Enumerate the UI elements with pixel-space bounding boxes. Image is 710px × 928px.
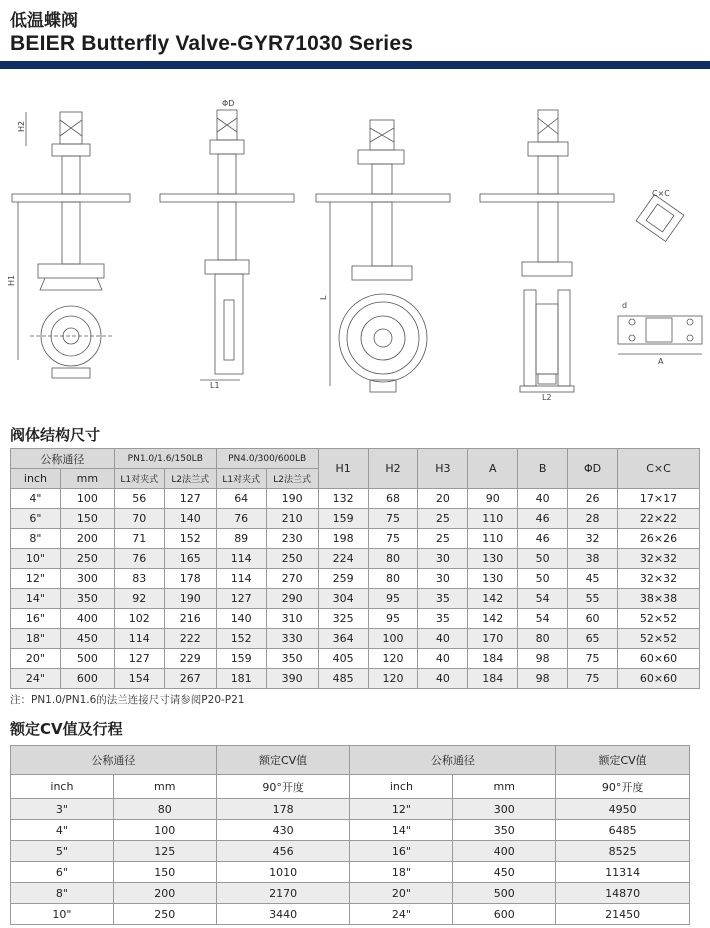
table-row — [11, 629, 700, 649]
table-cell: 100 — [60, 489, 114, 509]
table-cell: 12" — [11, 569, 61, 589]
th-l1-high: L1对夹式 — [216, 469, 266, 489]
table-cell: 4" — [11, 820, 114, 841]
table-cell: 114 — [114, 629, 164, 649]
drawing-side-view — [160, 110, 294, 380]
table-cell: 20" — [11, 649, 61, 669]
table-cell: 600 — [60, 669, 114, 689]
th-nominal-right: 公称通径 — [350, 746, 556, 775]
label-l: L — [319, 295, 328, 300]
table-cell: 310 — [266, 609, 318, 629]
table-row — [11, 841, 690, 862]
valve-drawings — [0, 90, 710, 410]
th-a: A — [468, 449, 518, 489]
table-cell: 350 — [266, 649, 318, 669]
th-cc: C×C — [618, 449, 700, 489]
page-title-en: BEIER Butterfly Valve-GYR71030 Series — [10, 32, 414, 55]
table-cell: 222 — [164, 629, 216, 649]
table-cell: 80 — [113, 799, 216, 820]
table-cell: 184 — [468, 649, 518, 669]
table-cell: 120 — [368, 649, 418, 669]
table-cell: 456 — [216, 841, 350, 862]
drawing-flanged-front — [316, 120, 450, 392]
table-cell: 102 — [114, 609, 164, 629]
table-cell: 150 — [113, 862, 216, 883]
table-cell: 4950 — [556, 799, 690, 820]
table-cell: 18" — [350, 862, 453, 883]
table-row — [11, 589, 700, 609]
label-h2: H2 — [17, 120, 26, 132]
section-title-cv: 额定CV值及行程 — [10, 720, 123, 738]
table-cell: 127 — [114, 649, 164, 669]
table-cell: 21450 — [556, 904, 690, 925]
table-cell: 250 — [266, 549, 318, 569]
table-cell: 8525 — [556, 841, 690, 862]
th-nominal-left: 公称通径 — [11, 746, 217, 775]
table-cell: 114 — [216, 569, 266, 589]
table-cell: 14870 — [556, 883, 690, 904]
th-cv-right: 额定CV值 — [556, 746, 690, 775]
th-l2-high: L2法兰式 — [266, 469, 318, 489]
table-cell: 5" — [11, 841, 114, 862]
table-cell: 184 — [468, 669, 518, 689]
table-cell: 159 — [318, 509, 368, 529]
table-cell: 10" — [11, 904, 114, 925]
table-cell: 45 — [568, 569, 618, 589]
table-cell: 38×38 — [618, 589, 700, 609]
table-cell: 80 — [368, 569, 418, 589]
table-cell: 92 — [114, 589, 164, 609]
table-cell: 110 — [468, 529, 518, 549]
th-opening-left: 90°开度 — [216, 775, 350, 799]
table-cell: 127 — [164, 489, 216, 509]
table-cell: 100 — [113, 820, 216, 841]
table-cell: 224 — [318, 549, 368, 569]
table-cell: 152 — [164, 529, 216, 549]
table-cell: 132 — [318, 489, 368, 509]
table-row — [11, 883, 690, 904]
th-l1-low: L1对夹式 — [114, 469, 164, 489]
table-cell: 181 — [216, 669, 266, 689]
table-cell: 56 — [114, 489, 164, 509]
table-cell: 190 — [266, 489, 318, 509]
table-cell: 140 — [164, 509, 216, 529]
table-cell: 6485 — [556, 820, 690, 841]
table-cell: 50 — [518, 549, 568, 569]
table-cell: 250 — [60, 549, 114, 569]
table-cell: 290 — [266, 589, 318, 609]
label-h1: H1 — [7, 274, 16, 286]
table-cell: 178 — [164, 569, 216, 589]
th-mm: mm — [60, 469, 114, 489]
table-cell: 430 — [216, 820, 350, 841]
table-row — [11, 549, 700, 569]
table-cell: 3" — [11, 799, 114, 820]
table-cell: 20" — [350, 883, 453, 904]
label-l2: L2 — [542, 393, 552, 402]
table-cell: 55 — [568, 589, 618, 609]
table-cell: 330 — [266, 629, 318, 649]
table-cell: 26×26 — [618, 529, 700, 549]
table-cell: 114 — [216, 549, 266, 569]
table-cell: 250 — [113, 904, 216, 925]
table-cell: 216 — [164, 609, 216, 629]
table-cell: 30 — [418, 569, 468, 589]
table-cell: 76 — [216, 509, 266, 529]
table-cell: 8" — [11, 883, 114, 904]
table-cell: 159 — [216, 649, 266, 669]
th-pn-low: PN1.0/1.6/150LB — [114, 449, 216, 469]
table-cell: 270 — [266, 569, 318, 589]
table-cell: 76 — [114, 549, 164, 569]
table-cell: 75 — [568, 669, 618, 689]
th-mm-left: mm — [113, 775, 216, 799]
table-cell: 125 — [113, 841, 216, 862]
table-cell: 350 — [60, 589, 114, 609]
table-cell: 71 — [114, 529, 164, 549]
table-cell: 485 — [318, 669, 368, 689]
table-cell: 390 — [266, 669, 318, 689]
table-cell: 22×22 — [618, 509, 700, 529]
table-cell: 54 — [518, 609, 568, 629]
table-cell: 8" — [11, 529, 61, 549]
table-cell: 200 — [113, 883, 216, 904]
table-cell: 300 — [453, 799, 556, 820]
table-cell: 25 — [418, 529, 468, 549]
table-cell: 40 — [418, 669, 468, 689]
table-cell: 95 — [368, 609, 418, 629]
table-cell: 130 — [468, 549, 518, 569]
table-cell: 130 — [468, 569, 518, 589]
table-cell: 1010 — [216, 862, 350, 883]
table-cell: 350 — [453, 820, 556, 841]
table-cell: 50 — [518, 569, 568, 589]
table-cell: 32×32 — [618, 569, 700, 589]
table-row — [11, 820, 690, 841]
section-title-dimensions: 阀体结构尺寸 — [10, 426, 101, 444]
table-cell: 40 — [518, 489, 568, 509]
table-cell: 40 — [418, 629, 468, 649]
table-cell: 600 — [453, 904, 556, 925]
table-cell: 65 — [568, 629, 618, 649]
table-cell: 25 — [418, 509, 468, 529]
table-cell: 127 — [216, 589, 266, 609]
table-cell: 142 — [468, 609, 518, 629]
table-cell: 18" — [11, 629, 61, 649]
table-cell: 54 — [518, 589, 568, 609]
table-cell: 52×52 — [618, 629, 700, 649]
table-cell: 259 — [318, 569, 368, 589]
table-cell: 364 — [318, 629, 368, 649]
table-cell: 6" — [11, 509, 61, 529]
table-cell: 170 — [468, 629, 518, 649]
table-cell: 28 — [568, 509, 618, 529]
label-d: d — [622, 301, 628, 310]
th-b: B — [518, 449, 568, 489]
th-phid: ΦD — [568, 449, 618, 489]
table-cell: 68 — [368, 489, 418, 509]
table-cell: 75 — [368, 509, 418, 529]
drawing-flanged-side — [480, 110, 614, 392]
table-cell: 75 — [568, 649, 618, 669]
table-cell: 98 — [518, 649, 568, 669]
label-l1: L1 — [210, 381, 220, 390]
table-cell: 60×60 — [618, 669, 700, 689]
table-cell: 210 — [266, 509, 318, 529]
table-cell: 14" — [11, 589, 61, 609]
table-cell: 4" — [11, 489, 61, 509]
table-cell: 64 — [216, 489, 266, 509]
table-cell: 95 — [368, 589, 418, 609]
table-row — [11, 862, 690, 883]
table-cell: 11314 — [556, 862, 690, 883]
table-cell: 140 — [216, 609, 266, 629]
table-cell: 110 — [468, 509, 518, 529]
table-cell: 142 — [468, 589, 518, 609]
table-cell: 267 — [164, 669, 216, 689]
table-cell: 405 — [318, 649, 368, 669]
table-cell: 16" — [350, 841, 453, 862]
table-cell: 38 — [568, 549, 618, 569]
table-cell: 17×17 — [618, 489, 700, 509]
table-row — [11, 904, 690, 925]
th-l2-low: L2法兰式 — [164, 469, 216, 489]
table-cell: 60 — [568, 609, 618, 629]
th-opening-right: 90°开度 — [556, 775, 690, 799]
table-cell: 14" — [350, 820, 453, 841]
table-row — [11, 489, 700, 509]
table-cell: 20 — [418, 489, 468, 509]
table-cell: 304 — [318, 589, 368, 609]
table-cell: 230 — [266, 529, 318, 549]
th-inch: inch — [11, 469, 61, 489]
th-pn-high: PN4.0/300/600LB — [216, 449, 318, 469]
table-cell: 300 — [60, 569, 114, 589]
table-cell: 400 — [60, 609, 114, 629]
table-row — [11, 649, 700, 669]
table-cell: 80 — [518, 629, 568, 649]
table-cell: 150 — [60, 509, 114, 529]
table-cell: 75 — [368, 529, 418, 549]
table-cell: 89 — [216, 529, 266, 549]
cv-table — [10, 745, 690, 925]
table-cell: 325 — [318, 609, 368, 629]
table-cell: 450 — [60, 629, 114, 649]
table-cell: 165 — [164, 549, 216, 569]
table-cell: 10" — [11, 549, 61, 569]
table-cell: 6" — [11, 862, 114, 883]
table-cell: 500 — [60, 649, 114, 669]
label-phid: ΦD — [222, 99, 235, 108]
table-cell: 190 — [164, 589, 216, 609]
table-cell: 35 — [418, 589, 468, 609]
table-cell: 120 — [368, 669, 418, 689]
table-cell: 24" — [11, 669, 61, 689]
drawing-front-view — [12, 112, 130, 378]
table-cell: 24" — [350, 904, 453, 925]
table-cell: 83 — [114, 569, 164, 589]
th-h3: H3 — [418, 449, 468, 489]
table-cell: 178 — [216, 799, 350, 820]
table-cell: 60×60 — [618, 649, 700, 669]
table-cell: 80 — [368, 549, 418, 569]
table-note: 注：PN1.0/PN1.6的法兰连接尺寸请参阅P20-P21 — [10, 694, 245, 706]
table-row — [11, 799, 690, 820]
table-cell: 40 — [418, 649, 468, 669]
table-cell: 3440 — [216, 904, 350, 925]
table-cell: 32×32 — [618, 549, 700, 569]
drawing-mounting-pad — [618, 316, 702, 354]
th-inch-left: inch — [11, 775, 114, 799]
table-cell: 154 — [114, 669, 164, 689]
table-cell: 30 — [418, 549, 468, 569]
table-cell: 2170 — [216, 883, 350, 904]
th-h1: H1 — [318, 449, 368, 489]
table-cell: 35 — [418, 609, 468, 629]
table-cell: 152 — [216, 629, 266, 649]
th-h2: H2 — [368, 449, 418, 489]
table-row — [11, 609, 700, 629]
table-cell: 100 — [368, 629, 418, 649]
table-row — [11, 509, 700, 529]
th-inch-right: inch — [350, 775, 453, 799]
table-row — [11, 669, 700, 689]
table-cell: 229 — [164, 649, 216, 669]
table-cell: 198 — [318, 529, 368, 549]
dimensions-table — [10, 448, 700, 689]
th-cv-left: 额定CV值 — [216, 746, 350, 775]
table-cell: 46 — [518, 529, 568, 549]
table-cell: 400 — [453, 841, 556, 862]
table-cell: 12" — [350, 799, 453, 820]
label-cc: C×C — [652, 189, 670, 198]
table-cell: 450 — [453, 862, 556, 883]
table-row — [11, 569, 700, 589]
table-cell: 52×52 — [618, 609, 700, 629]
header-rule — [0, 61, 710, 69]
table-cell: 500 — [453, 883, 556, 904]
table-cell: 32 — [568, 529, 618, 549]
table-cell: 70 — [114, 509, 164, 529]
th-mm-right: mm — [453, 775, 556, 799]
table-cell: 16" — [11, 609, 61, 629]
th-nominal: 公称通径 — [11, 449, 115, 469]
table-cell: 200 — [60, 529, 114, 549]
table-cell: 90 — [468, 489, 518, 509]
table-cell: 46 — [518, 509, 568, 529]
table-cell: 98 — [518, 669, 568, 689]
table-cell: 26 — [568, 489, 618, 509]
drawing-square-drive — [636, 195, 684, 242]
page-title-cn: 低温蝶阀 — [10, 11, 78, 31]
table-row — [11, 529, 700, 549]
label-a: A — [658, 357, 664, 366]
